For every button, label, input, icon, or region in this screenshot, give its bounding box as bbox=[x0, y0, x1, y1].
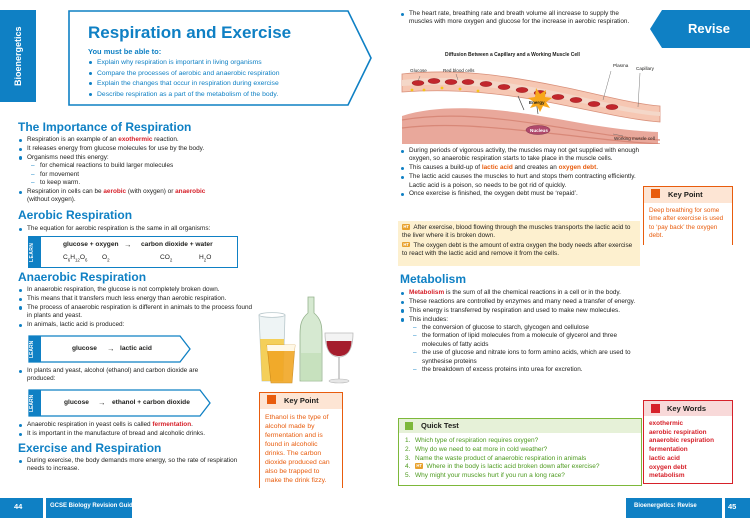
aerobic-list bbox=[18, 225, 258, 234]
keyword-aerobic: aerobic bbox=[103, 187, 127, 195]
drinks-glasses-illustration bbox=[255, 295, 355, 385]
list-item: This includes: – the conversion of glucose to starch, glycogen and cellulose – the formation of lipid molecules from a molecule of glycerol and three molecules of fatty acids – the use of glucose and nitrate ions to form amino acids, which are used to synthesise proteins – the breakdown of excess proteins into urea for excretion. bbox=[400, 316, 642, 375]
key-words-header bbox=[644, 401, 732, 416]
diagram-label-plasma: Plasma bbox=[613, 63, 629, 68]
equation-arrow: → bbox=[107, 344, 115, 353]
aerobic-equation-box bbox=[28, 236, 238, 268]
keyword-exothermic: exothermic bbox=[118, 136, 153, 143]
ht-item: HT After exercise, blood flowing through the muscles transports the lactic acid to the liver where it is broken down. bbox=[402, 224, 631, 240]
equation-arrow: → bbox=[124, 240, 132, 249]
equation-arrow: → bbox=[98, 398, 106, 407]
diagram-label-muscle-cell: Working muscle cell bbox=[614, 136, 655, 141]
diagram-label-red-blood-cells: Red blood cells bbox=[443, 68, 475, 73]
quick-test-item: 2. Why do we need to eat more in cold weather? bbox=[405, 445, 548, 453]
right-footer-bar bbox=[626, 498, 750, 518]
vigorous-list bbox=[400, 147, 640, 199]
formula-glucose: $C_6H_{12}O_6$ bbox=[63, 254, 88, 263]
quick-test-box bbox=[398, 418, 642, 486]
learn-tab: LEARN bbox=[29, 340, 35, 358]
revise-tab-label: Revise bbox=[688, 21, 730, 36]
key-point-heading: Key Point bbox=[644, 187, 732, 203]
key-words-list bbox=[644, 416, 732, 485]
anaerobic-list-2 bbox=[18, 367, 218, 384]
list-item: This causes a build-up of lactic acid and creates an oxygen debt. bbox=[400, 164, 640, 172]
sub-list-item: – for chemical reactions to build larger molecules bbox=[27, 162, 258, 170]
list-item: During exercise, the body demands more energy, so the rate of respiration needs to increase. bbox=[18, 457, 243, 474]
top-bullet-list bbox=[400, 10, 630, 27]
metabolism-list bbox=[400, 289, 642, 375]
key-point-box-right bbox=[643, 186, 733, 245]
sub-list-item: – to keep warm. bbox=[27, 179, 258, 187]
key-words-icon bbox=[651, 404, 660, 413]
anaerobic-heading: Anaerobic Respiration bbox=[18, 270, 147, 284]
objective-item: Compare the processes of aerobic and anaerobic respiration bbox=[88, 69, 358, 79]
list-item: The lactic acid causes the muscles to hurt and stops them contracting efficiently. Lactic acid is a poison, so needs to be got rid of quickly. bbox=[400, 173, 640, 190]
key-point-heading: Key Point bbox=[260, 393, 342, 409]
objective-item: Describe respiration as a part of the metabolism of the body. bbox=[88, 90, 358, 100]
sub-list-item: – the formation of lipid molecules from a molecule of glycerol and three molecules of fatty acids bbox=[409, 332, 642, 349]
sub-list-item: – the use of glucose and nitrate ions to form amino acids, which are used to synthesise proteins bbox=[409, 349, 642, 366]
metabolism-heading: Metabolism bbox=[400, 272, 467, 286]
key-words-heading: Key Words bbox=[667, 404, 707, 413]
ht-badge: HT bbox=[403, 241, 409, 247]
key-word: oxygen debt bbox=[649, 463, 687, 471]
ethanol-eq-left: glucose bbox=[64, 399, 89, 406]
objective-item: Explain why respiration is important in living organisms bbox=[88, 58, 358, 68]
quick-test-heading: Quick Test bbox=[421, 421, 459, 430]
ht-badge: HT bbox=[403, 224, 409, 229]
quick-test-list bbox=[399, 433, 641, 485]
section-vertical-tab bbox=[0, 10, 36, 102]
ht-item: HT The oxygen debt is the amount of extra oxygen the body needs after exercise to react with the lactic acid and remove it from the cells. bbox=[402, 241, 633, 258]
exercise-list bbox=[18, 457, 243, 474]
sub-list-item: – the breakdown of excess proteins into urea for excretion. bbox=[409, 366, 642, 374]
key-word: metabolism bbox=[649, 472, 685, 480]
list-item: Respiration is an example of an exothermic reaction. bbox=[18, 136, 258, 144]
quick-test-icon bbox=[405, 422, 413, 430]
list-item: The process of anaerobic respiration is different in animals to the process found in plants and yeast. bbox=[18, 304, 258, 321]
equation-products: carbon dioxide + water bbox=[141, 241, 213, 248]
formula-oxygen: $O_2$ bbox=[102, 254, 110, 263]
sub-list-item: – the conversion of glucose to starch, glycogen and cellulose bbox=[409, 324, 642, 332]
keyword-oxygen-debt: oxygen debt bbox=[558, 164, 597, 172]
exercise-heading: Exercise and Respiration bbox=[18, 441, 162, 455]
list-item: Metabolism is the sum of all the chemical reactions in a cell or in the body. bbox=[400, 289, 642, 297]
key-words-box bbox=[643, 400, 733, 484]
sub-list-item: – for movement bbox=[27, 171, 258, 179]
key-word: aerobic respiration bbox=[649, 428, 707, 436]
objectives-list bbox=[88, 58, 358, 101]
right-page-number: 45 bbox=[728, 502, 737, 511]
key-word: fermentation bbox=[649, 446, 688, 454]
list-item: Anaerobic respiration in yeast cells is called fermentation. bbox=[18, 421, 258, 429]
diagram-title: Diffusion Between a Capillary and a Working Muscle Cell bbox=[445, 52, 580, 58]
list-item: In plants and yeast, alcohol (ethanol) and carbon dioxide are produced: bbox=[18, 367, 218, 384]
keyword-lactic-acid: lactic acid bbox=[481, 164, 513, 172]
key-point-box bbox=[259, 392, 343, 488]
diagram-label-capillary: Capillary bbox=[636, 66, 654, 71]
key-word: lactic acid bbox=[649, 454, 680, 462]
key-word: exothermic bbox=[649, 420, 684, 427]
ethanol-eq-right: ethanol + carbon dioxide bbox=[112, 399, 190, 406]
learn-tab: LEARN bbox=[29, 237, 41, 267]
quick-test-item: 1. Which type of respiration requires oxygen? bbox=[405, 437, 539, 444]
section-vertical-tab-label: Bioenergetics bbox=[13, 26, 23, 86]
list-item: In anaerobic respiration, the glucose is not completely broken down. bbox=[18, 286, 258, 294]
key-point-text: Deep breathing for some time after exercise is used to ‘pay back’ the oxygen debt. bbox=[644, 203, 732, 245]
diagram-label-glucose: Glucose bbox=[410, 68, 427, 73]
equation-reactants: glucose + oxygen bbox=[63, 241, 119, 248]
key-word: anaerobic respiration bbox=[649, 437, 714, 445]
formula-carbon-dioxide: $CO_2$ bbox=[160, 254, 173, 263]
left-footer-bar bbox=[0, 498, 137, 518]
aerobic-heading: Aerobic Respiration bbox=[18, 208, 133, 222]
objectives-heading: You must be able to: bbox=[88, 47, 162, 56]
importance-heading: The Importance of Respiration bbox=[18, 120, 192, 134]
keyword-anaerobic: anaerobic bbox=[175, 187, 206, 195]
list-item: This means that it transfers much less energy than aerobic respiration. bbox=[18, 295, 258, 303]
diagram-label-nucleus: Nucleus bbox=[530, 128, 548, 133]
quick-test-item: 5. Why might your muscles hurt if you run a long race? bbox=[405, 472, 565, 480]
anaerobic-list-3 bbox=[18, 421, 258, 439]
keyword-metabolism: Metabolism bbox=[409, 289, 445, 296]
anaerobic-list bbox=[18, 286, 258, 330]
right-footer-title: Bioenergetics: Revise bbox=[634, 503, 697, 509]
list-item: Once exercise is finished, the oxygen debt must be ‘repaid’. bbox=[400, 190, 640, 198]
formula-water: $H_2O$ bbox=[199, 254, 212, 263]
quick-test-item: 4. HT Where in the body is lactic acid broken down after exercise? bbox=[405, 463, 600, 471]
page-title: Respiration and Exercise bbox=[88, 23, 292, 42]
list-item: Organisms need this energy: – for chemical reactions to build larger molecules – for movement – to keep warm. bbox=[18, 154, 258, 188]
ht-badge: HT bbox=[416, 463, 422, 469]
list-item: It releases energy from glucose molecules for use by the body. bbox=[18, 145, 258, 153]
importance-list bbox=[18, 136, 258, 205]
list-item: This energy is transferred by respiration and used to make new molecules. bbox=[400, 307, 642, 315]
list-item: During periods of vigorous activity, the muscles may not get supplied with enough oxygen, so anaerobic respiration starts to take place in the muscle cells. bbox=[400, 147, 640, 164]
list-item: In animals, lactic acid is produced: bbox=[18, 321, 258, 329]
left-footer-title: GCSE Biology Revision Guide bbox=[50, 503, 137, 509]
keyword-fermentation: fermentation bbox=[152, 421, 192, 428]
list-item: It is important in the manufacture of bread and alcoholic drinks. bbox=[18, 430, 258, 438]
quick-test-header bbox=[399, 419, 641, 433]
list-item: The equation for aerobic respiration is the same in all organisms: bbox=[18, 225, 258, 233]
lactic-eq-left: glucose bbox=[72, 345, 97, 352]
key-point-text: Ethanol is the type of alcohol made by fermentation and is found in alcoholic drinks. The carbon dioxide produced can also be trapped to make the drink fizzy. bbox=[260, 409, 342, 489]
lactic-eq-right: lactic acid bbox=[120, 345, 152, 352]
diagram-label-energy: Energy bbox=[529, 100, 545, 105]
left-page-number: 44 bbox=[14, 502, 23, 511]
objective-item: Explain the changes that occur in respiration during exercise bbox=[88, 79, 358, 89]
list-item: These reactions are controlled by enzymes and many need a transfer of energy. bbox=[400, 298, 642, 306]
quick-test-item: 3. Name the waste product of anaerobic respiration in animals bbox=[405, 454, 587, 462]
list-item: Respiration in cells can be aerobic (with oxygen) or anaerobic (without oxygen). bbox=[18, 188, 258, 205]
list-item: The heart rate, breathing rate and breath volume all increase to supply the muscles with more oxygen and glucose for the increase in aerobic respiration. bbox=[400, 10, 630, 27]
learn-tab: LEARN bbox=[29, 394, 35, 412]
higher-tier-box bbox=[398, 221, 640, 266]
